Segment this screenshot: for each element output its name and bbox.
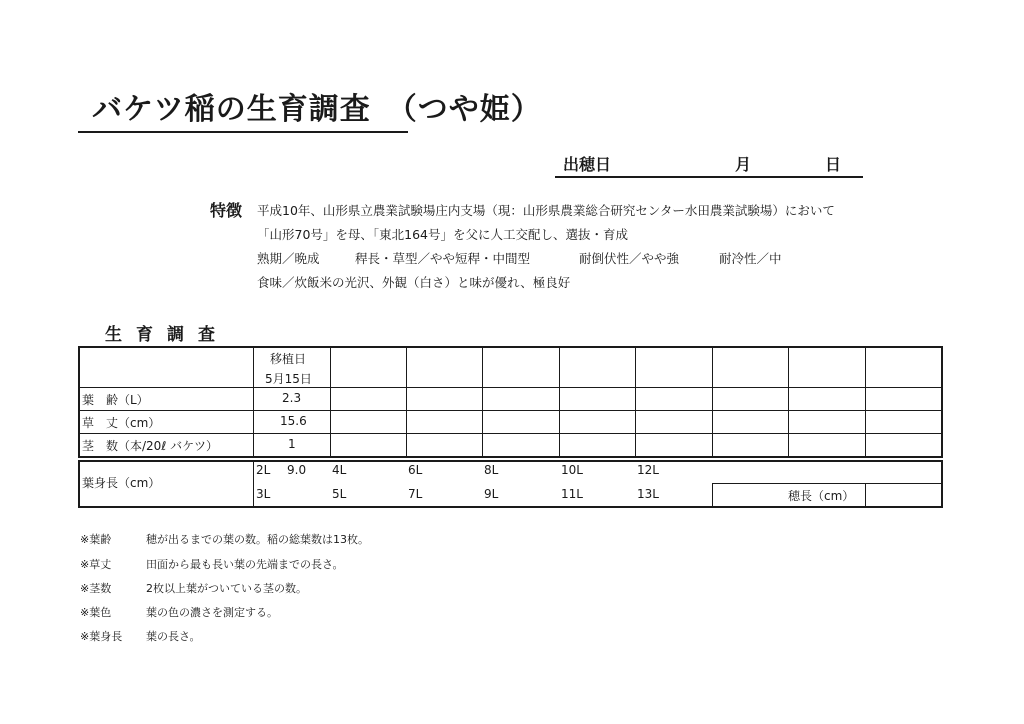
table-rule (78, 456, 943, 458)
table-rule (482, 346, 483, 458)
leaf-length-4l: 4L (332, 463, 347, 477)
transplant-date: 5月15日 (265, 372, 312, 386)
features-line: 「山形70号」を母、「東北164号」を父に人工交配し、選抜・育成 (257, 227, 629, 242)
note-term: ※葉齢 (80, 533, 112, 546)
feature-cold: 耐冷性／中 (719, 251, 782, 266)
features-line: 食味／炊飯米の光沢、外観（白さ）と味が優れ、極良好 (257, 275, 571, 290)
leaf-length-label: 葉身長（cm） (82, 476, 161, 490)
note-term: ※草丈 (80, 558, 112, 571)
table-rule (559, 346, 560, 458)
heading-date-label: 出穂日 (563, 155, 612, 174)
row-label-leaf-age: 葉 齢（L） (82, 393, 149, 407)
table-rule (78, 410, 943, 411)
panicle-length-label: 穂長（cm） (788, 489, 855, 503)
table-rule (635, 346, 636, 458)
leaf-length-3l: 3L (256, 487, 271, 501)
row-label-plant-height: 草 丈（cm） (82, 416, 161, 430)
table-rule (78, 387, 943, 388)
feature-culm: 稈長・草型／やや短稈・中間型 (355, 251, 531, 266)
note-text: 穂が出るまでの葉の数。稲の総葉数は13枚。 (146, 533, 369, 546)
page-title: バケツ稲の生育調査 （つや姫） (92, 92, 542, 127)
note-text: 葉の長さ。 (146, 630, 201, 643)
table-rule (865, 346, 866, 458)
leaf-length-7l: 7L (408, 487, 423, 501)
table-rule (78, 460, 80, 508)
row-value-plant-height: 15.6 (280, 414, 307, 428)
table-rule (941, 460, 943, 508)
transplant-header: 移植日 (270, 352, 307, 366)
note-term: ※葉色 (80, 606, 112, 619)
table-rule (78, 433, 943, 434)
table-rule (406, 346, 407, 458)
leaf-length-5l: 5L (332, 487, 347, 501)
leaf-length-12l: 12L (637, 463, 659, 477)
features-label: 特徴 (210, 201, 243, 220)
table-rule (78, 460, 943, 462)
leaf-length-11l: 11L (561, 487, 583, 501)
heading-date-underline (555, 176, 863, 178)
table-rule (78, 346, 943, 348)
row-value-leaf-age: 2.3 (282, 391, 302, 405)
features-line: 平成10年、山形県立農業試験場庄内支場（現：山形県農業総合研究センター水田農業試験場）において (257, 203, 835, 218)
leaf-length-2l: 2L (256, 463, 271, 477)
row-label-stem-count: 茎 数（本/20ℓ バケツ） (82, 439, 218, 453)
table-rule (78, 506, 943, 508)
leaf-length-9l: 9L (484, 487, 499, 501)
table-rule (253, 460, 254, 508)
note-text: 2枚以上葉がついている茎の数。 (146, 582, 307, 595)
heading-date-month-label: 月 (735, 155, 752, 174)
note-term: ※茎数 (80, 582, 112, 595)
title-underline (78, 131, 408, 133)
features-line (257, 249, 817, 265)
table-rule (941, 346, 943, 458)
table-rule (330, 346, 331, 458)
table-rule (253, 346, 254, 458)
leaf-length-2l-value: 9.0 (287, 463, 307, 477)
note-term: ※葉身長 (80, 630, 123, 643)
table-rule (712, 483, 713, 508)
leaf-length-8l: 8L (484, 463, 499, 477)
leaf-length-13l: 13L (637, 487, 659, 501)
row-value-stem-count: 1 (288, 437, 296, 451)
table-rule (78, 346, 80, 458)
note-text: 葉の色の濃さを測定する。 (146, 606, 278, 619)
leaf-length-6l: 6L (408, 463, 423, 477)
survey-heading: 生育調査 (105, 325, 229, 345)
heading-date-day-label: 日 (825, 155, 842, 174)
feature-maturity: 熟期／晩成 (257, 251, 320, 266)
leaf-length-10l: 10L (561, 463, 583, 477)
table-rule (712, 483, 943, 484)
feature-lodging: 耐倒伏性／やや強 (579, 251, 680, 266)
table-rule (865, 483, 866, 508)
table-rule (712, 346, 713, 458)
note-text: 田面から最も長い葉の先端までの長さ。 (146, 558, 344, 571)
table-rule (788, 346, 789, 458)
